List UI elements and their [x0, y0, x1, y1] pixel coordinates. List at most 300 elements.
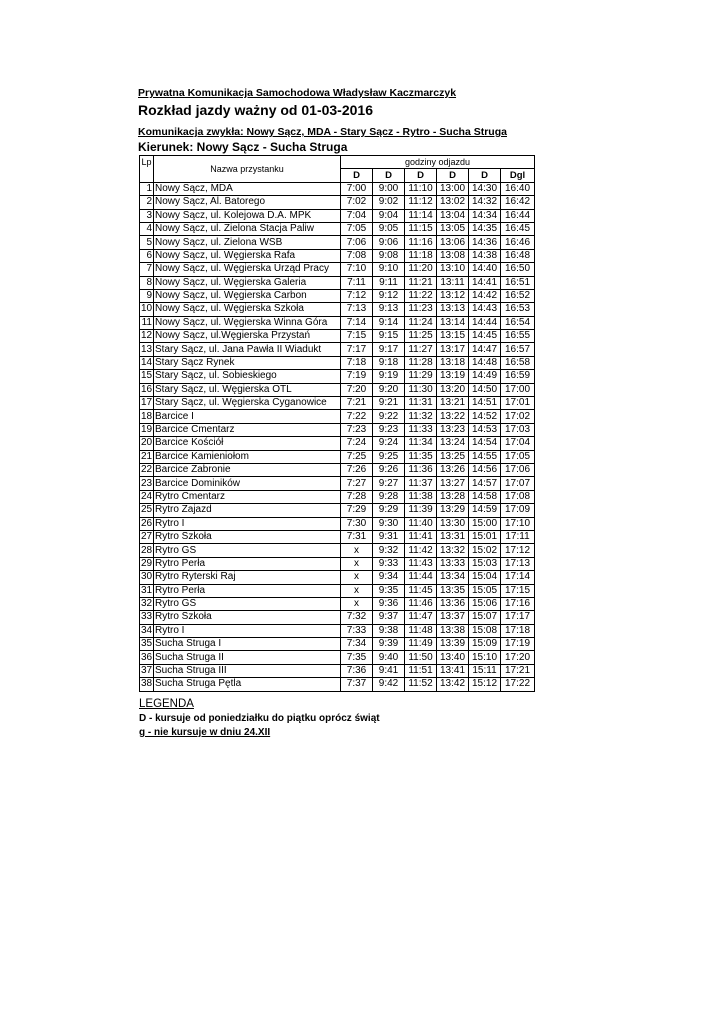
row-number: 10: [141, 303, 153, 315]
departure-time: 17:13: [501, 557, 535, 570]
stop-name: Barcice I: [154, 410, 341, 423]
departure-time: 17:10: [501, 517, 535, 530]
departure-time: 11:32: [405, 410, 437, 423]
departure-time: 7:22: [341, 410, 373, 423]
row-number: 6: [140, 249, 154, 262]
table-row: [140, 678, 535, 691]
stop-name: Stary Sącz, ul. Jana Pawła II Wiadukt: [154, 343, 341, 356]
departure-time: 15:03: [469, 557, 501, 570]
stop-name: Nowy Sącz, ul. Węgierska Galeria: [154, 276, 341, 289]
row-number: 38: [141, 678, 153, 690]
departure-time: 9:17: [373, 343, 405, 356]
departure-time: 14:41: [469, 276, 501, 289]
table-row: [140, 504, 535, 517]
departure-time: 14:30: [469, 182, 501, 195]
departure-time: 13:02: [437, 196, 469, 209]
table-row: [140, 330, 535, 343]
departure-time: 9:25: [373, 450, 405, 463]
departure-time: 11:37: [405, 477, 437, 490]
departure-time: 14:53: [469, 423, 501, 436]
departure-time: 14:44: [469, 316, 501, 329]
departure-time: 9:29: [373, 504, 405, 517]
departure-time: 9:37: [373, 611, 405, 624]
departure-time: 11:33: [405, 423, 437, 436]
departure-time: 13:27: [437, 477, 469, 490]
departure-time: 14:59: [469, 504, 501, 517]
departure-time: 11:10: [405, 182, 437, 195]
departure-time: 7:19: [341, 370, 373, 383]
stop-name: Nowy Sącz, MDA: [154, 182, 341, 195]
departure-time: 7:18: [341, 356, 373, 369]
course-code: D: [469, 169, 501, 182]
course-code: D: [405, 169, 437, 182]
departure-time: 16:46: [501, 236, 535, 249]
departure-time: 13:10: [437, 263, 469, 276]
departure-time: 7:35: [341, 651, 373, 664]
departure-time: 17:21: [501, 664, 535, 677]
stop-name: Sucha Struga II: [154, 651, 341, 664]
departure-time: 9:42: [373, 678, 405, 691]
departure-time: 17:20: [501, 651, 535, 664]
departure-time: 16:50: [501, 263, 535, 276]
route-line: Komunikacja zwykła: Nowy Sącz, MDA - Stary Sącz - Rytro - Sucha Struga: [138, 126, 507, 138]
stop-name: Rytro Szkoła: [154, 530, 341, 543]
stop-name: Barcice Kościół: [154, 437, 341, 450]
departure-time: 13:35: [437, 584, 469, 597]
stop-name: Sucha Struga III: [154, 664, 341, 677]
stop-name: Barcice Kamieniołom: [154, 450, 341, 463]
row-number: 17: [141, 397, 153, 409]
departure-time: 11:42: [405, 544, 437, 557]
table-row: [140, 437, 535, 450]
departure-time: 9:22: [373, 410, 405, 423]
departure-time: 11:41: [405, 530, 437, 543]
departure-time: x: [341, 544, 373, 557]
departure-time: 11:30: [405, 383, 437, 396]
row-number: 20: [141, 437, 153, 449]
column-header-stop-name: Nazwa przystanku: [154, 156, 341, 183]
legend-item-d: D - kursuje od poniedziałku do piątku oprócz świąt: [139, 713, 380, 724]
stop-name: Rytro Szkoła: [154, 611, 341, 624]
departure-time: 7:30: [341, 517, 373, 530]
departure-time: 16:42: [501, 196, 535, 209]
departure-time: 16:48: [501, 249, 535, 262]
departure-time: 13:22: [437, 410, 469, 423]
departure-time: 9:15: [373, 330, 405, 343]
departure-time: 9:34: [373, 571, 405, 584]
departure-time: 7:13: [341, 303, 373, 316]
departure-time: 7:25: [341, 450, 373, 463]
departure-time: 15:05: [469, 584, 501, 597]
row-number: 19: [141, 424, 153, 435]
departure-time: 11:52: [405, 678, 437, 691]
departure-time: 16:51: [501, 276, 535, 289]
departure-time: 13:29: [437, 504, 469, 517]
departure-time: 7:34: [341, 638, 373, 651]
departure-time: 9:32: [373, 544, 405, 557]
stop-name: Nowy Sącz, ul. Zielona WSB: [154, 236, 341, 249]
departure-time: 13:05: [437, 222, 469, 235]
row-number: 25: [141, 504, 153, 516]
departure-time: 14:36: [469, 236, 501, 249]
departure-time: 13:25: [437, 450, 469, 463]
stop-name: Rytro Perła: [154, 584, 341, 597]
row-number: 35: [141, 638, 153, 650]
row-number: 27: [141, 531, 153, 543]
row-number: 1: [140, 182, 154, 195]
table-row: [140, 209, 535, 222]
departure-time: 14:58: [469, 490, 501, 503]
departure-time: 11:23: [405, 303, 437, 316]
departure-time: 17:09: [501, 504, 535, 517]
departure-time: 9:02: [373, 196, 405, 209]
departure-time: 13:21: [437, 397, 469, 410]
departure-time: 13:06: [437, 236, 469, 249]
departure-time: 7:26: [341, 463, 373, 476]
departure-time: 11:46: [405, 597, 437, 610]
table-row: [140, 450, 535, 463]
departure-time: 17:00: [501, 383, 535, 396]
departure-time: 15:01: [469, 530, 501, 543]
departure-time: 9:20: [373, 383, 405, 396]
departure-time: 16:52: [501, 289, 535, 302]
departure-time: 7:24: [341, 437, 373, 450]
departure-time: 11:44: [405, 571, 437, 584]
stop-name: Nowy Sącz, ul.Węgierska Przystań: [154, 330, 341, 343]
stop-name: Sucha Struga I: [154, 638, 341, 651]
departure-time: 9:27: [373, 477, 405, 490]
departure-time: 17:04: [501, 437, 535, 450]
row-number: 32: [141, 598, 153, 610]
legend-title: LEGENDA: [139, 698, 194, 710]
table-row: [140, 410, 535, 423]
departure-time: 16:57: [501, 343, 535, 356]
departure-time: 9:36: [373, 597, 405, 610]
table-row: [140, 638, 535, 651]
departure-time: 11:51: [405, 664, 437, 677]
stop-name: Barcice Dominików: [154, 477, 341, 490]
departure-time: 9:12: [373, 289, 405, 302]
table-row: [140, 490, 535, 503]
departure-time: 9:39: [373, 638, 405, 651]
row-number: 18: [141, 410, 153, 422]
departure-time: 9:10: [373, 263, 405, 276]
departure-time: 17:11: [501, 530, 535, 543]
row-number: 28: [141, 544, 153, 556]
row-number: 23: [141, 477, 153, 489]
departure-time: 17:08: [501, 490, 535, 503]
departure-time: 16:44: [501, 209, 535, 222]
row-number: 3: [140, 209, 154, 222]
departure-time: 13:42: [437, 678, 469, 691]
table-row: [140, 477, 535, 490]
table-row: [140, 397, 535, 410]
departure-time: 11:21: [405, 276, 437, 289]
departure-time: 14:42: [469, 289, 501, 302]
stop-name: Rytro GS: [154, 597, 341, 610]
departure-time: 9:35: [373, 584, 405, 597]
departure-time: 13:34: [437, 571, 469, 584]
stop-name: Nowy Sącz, ul. Węgierska Carbon: [154, 289, 341, 302]
departure-time: 7:33: [341, 624, 373, 637]
departure-time: 7:12: [341, 289, 373, 302]
row-number: 5: [140, 236, 154, 249]
departure-time: 17:18: [501, 624, 535, 637]
departure-time: 9:13: [373, 303, 405, 316]
departure-time: 9:24: [373, 437, 405, 450]
departure-time: 13:24: [437, 437, 469, 450]
departure-time: 7:32: [341, 611, 373, 624]
departure-time: 11:40: [405, 517, 437, 530]
stop-name: Rytro I: [154, 624, 341, 637]
timetable-body: [140, 182, 535, 691]
departure-time: 14:51: [469, 397, 501, 410]
departure-time: 14:35: [469, 222, 501, 235]
departure-time: 17:16: [501, 597, 535, 610]
departure-time: 9:04: [373, 209, 405, 222]
departure-time: 14:56: [469, 463, 501, 476]
stop-name: Stary Sącz, ul. Sobieskiego: [154, 370, 341, 383]
row-number: 4: [140, 222, 154, 235]
row-number: 13: [141, 343, 153, 355]
departure-time: 16:58: [501, 356, 535, 369]
departure-time: 13:37: [437, 611, 469, 624]
departure-time: 7:17: [341, 343, 373, 356]
departure-time: x: [341, 571, 373, 584]
row-number: 24: [141, 490, 153, 502]
departure-time: 15:06: [469, 597, 501, 610]
table-row: [140, 370, 535, 383]
table-row: [140, 611, 535, 624]
table-row: [140, 383, 535, 396]
departure-time: 13:20: [437, 383, 469, 396]
departure-time: 13:39: [437, 638, 469, 651]
departure-time: 7:36: [341, 664, 373, 677]
departure-time: 13:08: [437, 249, 469, 262]
stop-name: Barcice Cmentarz: [154, 423, 341, 436]
column-header-lp: Lp: [140, 156, 154, 183]
departure-time: 17:22: [501, 678, 535, 691]
departure-time: 11:15: [405, 222, 437, 235]
table-row: [140, 343, 535, 356]
table-row: [140, 249, 535, 262]
departure-time: 11:18: [405, 249, 437, 262]
course-code: D: [373, 169, 405, 182]
departure-time: 7:06: [341, 236, 373, 249]
departure-time: 9:18: [373, 356, 405, 369]
departure-time: 13:40: [437, 651, 469, 664]
departure-time: 7:31: [341, 530, 373, 543]
row-number: 31: [141, 584, 153, 596]
departure-time: 11:12: [405, 196, 437, 209]
departure-time: 11:28: [405, 356, 437, 369]
departure-time: 11:39: [405, 504, 437, 517]
departure-time: 16:55: [501, 330, 535, 343]
departure-time: 9:41: [373, 664, 405, 677]
route-direction: Kierunek: Nowy Sącz - Sucha Struga: [138, 140, 348, 154]
departure-time: 13:11: [437, 276, 469, 289]
departure-time: 13:18: [437, 356, 469, 369]
departure-time: 17:05: [501, 450, 535, 463]
departure-time: 7:15: [341, 330, 373, 343]
departure-time: 14:50: [469, 383, 501, 396]
stop-name: Nowy Sącz, ul. Węgierska Winna Góra: [154, 316, 341, 329]
departure-time: 11:16: [405, 236, 437, 249]
departure-time: 11:34: [405, 437, 437, 450]
row-number: 7: [140, 263, 154, 276]
stop-name: Nowy Sącz, ul. Zielona Stacja Paliw: [154, 222, 341, 235]
stop-name: Sucha Struga Pętla: [154, 678, 341, 691]
stop-name: Stary Sącz, ul. Węgierska Cyganowice: [154, 397, 341, 410]
departure-time: 16:40: [501, 182, 535, 195]
table-row: [140, 182, 535, 195]
departure-time: 11:31: [405, 397, 437, 410]
table-row: [140, 316, 535, 329]
legend-item-g: g - nie kursuje w dniu 24.XII: [139, 727, 271, 738]
departure-time: 11:35: [405, 450, 437, 463]
departure-time: 11:43: [405, 557, 437, 570]
table-row: [140, 276, 535, 289]
column-header-departures: godziny odjazdu: [341, 156, 535, 169]
departure-time: 7:37: [341, 678, 373, 691]
departure-time: 7:00: [341, 182, 373, 195]
table-row: [140, 196, 535, 209]
table-row: [140, 423, 535, 436]
departure-time: 9:23: [373, 423, 405, 436]
table-row: [140, 624, 535, 637]
stop-name: Rytro Zajazd: [154, 504, 341, 517]
departure-time: 13:00: [437, 182, 469, 195]
departure-time: 9:28: [373, 490, 405, 503]
departure-time: 9:26: [373, 463, 405, 476]
row-number: 11: [140, 316, 154, 329]
departure-time: 9:00: [373, 182, 405, 195]
departure-time: 7:21: [341, 397, 373, 410]
row-number: 8: [140, 276, 154, 289]
departure-time: 7:05: [341, 222, 373, 235]
departure-time: 13:13: [437, 303, 469, 316]
row-number: 30: [141, 571, 153, 583]
departure-time: 13:28: [437, 490, 469, 503]
table-row: [140, 263, 535, 276]
departure-time: 7:14: [341, 316, 373, 329]
departure-time: 9:11: [373, 276, 405, 289]
table-row: [140, 571, 535, 584]
departure-time: 9:31: [373, 530, 405, 543]
departure-time: 11:24: [405, 316, 437, 329]
row-number: 21: [141, 450, 153, 462]
row-number: 34: [141, 624, 153, 636]
departure-time: 14:34: [469, 209, 501, 222]
table-row: [140, 303, 535, 316]
departure-time: 17:14: [501, 571, 535, 584]
departure-time: 13:32: [437, 544, 469, 557]
departure-time: 13:33: [437, 557, 469, 570]
table-row: [140, 597, 535, 610]
departure-time: 13:04: [437, 209, 469, 222]
departure-time: 7:02: [341, 196, 373, 209]
course-code: Dgl: [501, 169, 535, 182]
departure-time: 9:08: [373, 249, 405, 262]
departure-time: 14:57: [469, 477, 501, 490]
stop-name: Rytro Ryterski Raj: [154, 571, 341, 584]
departure-time: 11:14: [405, 209, 437, 222]
departure-time: 11:36: [405, 463, 437, 476]
departure-time: 7:23: [341, 423, 373, 436]
row-number: 33: [141, 611, 153, 623]
departure-time: 7:20: [341, 383, 373, 396]
table-row: [140, 463, 535, 476]
departure-time: 15:08: [469, 624, 501, 637]
departure-time: 15:11: [469, 664, 501, 677]
departure-time: 13:12: [437, 289, 469, 302]
stop-name: Nowy Sącz, ul. Węgierska Rafa: [154, 249, 341, 262]
departure-time: 13:14: [437, 316, 469, 329]
departure-time: 7:04: [341, 209, 373, 222]
departure-time: 13:26: [437, 463, 469, 476]
stop-name: Nowy Sącz, ul. Węgierska Szkoła: [154, 303, 341, 316]
departure-time: 17:03: [501, 423, 535, 436]
departure-time: 14:54: [469, 437, 501, 450]
table-row: [140, 356, 535, 369]
stop-name: Nowy Sącz, ul. Węgierska Urząd Pracy: [154, 263, 341, 276]
departure-time: 15:04: [469, 571, 501, 584]
departure-time: 11:50: [405, 651, 437, 664]
departure-time: 15:10: [469, 651, 501, 664]
departure-time: 11:47: [405, 611, 437, 624]
departure-time: 16:53: [501, 303, 535, 316]
departure-time: 7:28: [341, 490, 373, 503]
departure-time: 17:12: [501, 544, 535, 557]
departure-time: 9:21: [373, 397, 405, 410]
row-number: 15: [141, 370, 153, 382]
departure-time: 13:36: [437, 597, 469, 610]
departure-time: 13:38: [437, 624, 469, 637]
departure-time: 7:10: [341, 263, 373, 276]
table-row: [140, 236, 535, 249]
departure-time: x: [341, 557, 373, 570]
table-row: [140, 664, 535, 677]
stop-name: Rytro I: [154, 517, 341, 530]
departure-time: 13:15: [437, 330, 469, 343]
row-number: 9: [140, 289, 154, 302]
departure-time: 9:19: [373, 370, 405, 383]
stop-name: Rytro GS: [154, 544, 341, 557]
table-row: [140, 544, 535, 557]
departure-time: 16:59: [501, 370, 535, 383]
departure-time: 15:00: [469, 517, 501, 530]
departure-time: x: [341, 597, 373, 610]
company-name: Prywatna Komunikacja Samochodowa Władysław Kaczmarczyk: [138, 87, 457, 99]
departure-time: 16:45: [501, 222, 535, 235]
departure-time: 15:07: [469, 611, 501, 624]
table-row: [140, 517, 535, 530]
departure-time: 7:08: [341, 249, 373, 262]
departure-time: 17:02: [501, 410, 535, 423]
row-number: 26: [141, 517, 153, 529]
departure-time: 14:49: [469, 370, 501, 383]
departure-time: 15:12: [469, 678, 501, 691]
departure-time: 11:27: [405, 343, 437, 356]
departure-time: 17:07: [501, 477, 535, 490]
stop-name: Barcice Zabronie: [154, 463, 341, 476]
table-row: [140, 557, 535, 570]
departure-time: 9:30: [373, 517, 405, 530]
departure-time: 11:20: [405, 263, 437, 276]
departure-time: 11:38: [405, 490, 437, 503]
departure-time: 14:38: [469, 249, 501, 262]
departure-time: 13:17: [437, 343, 469, 356]
